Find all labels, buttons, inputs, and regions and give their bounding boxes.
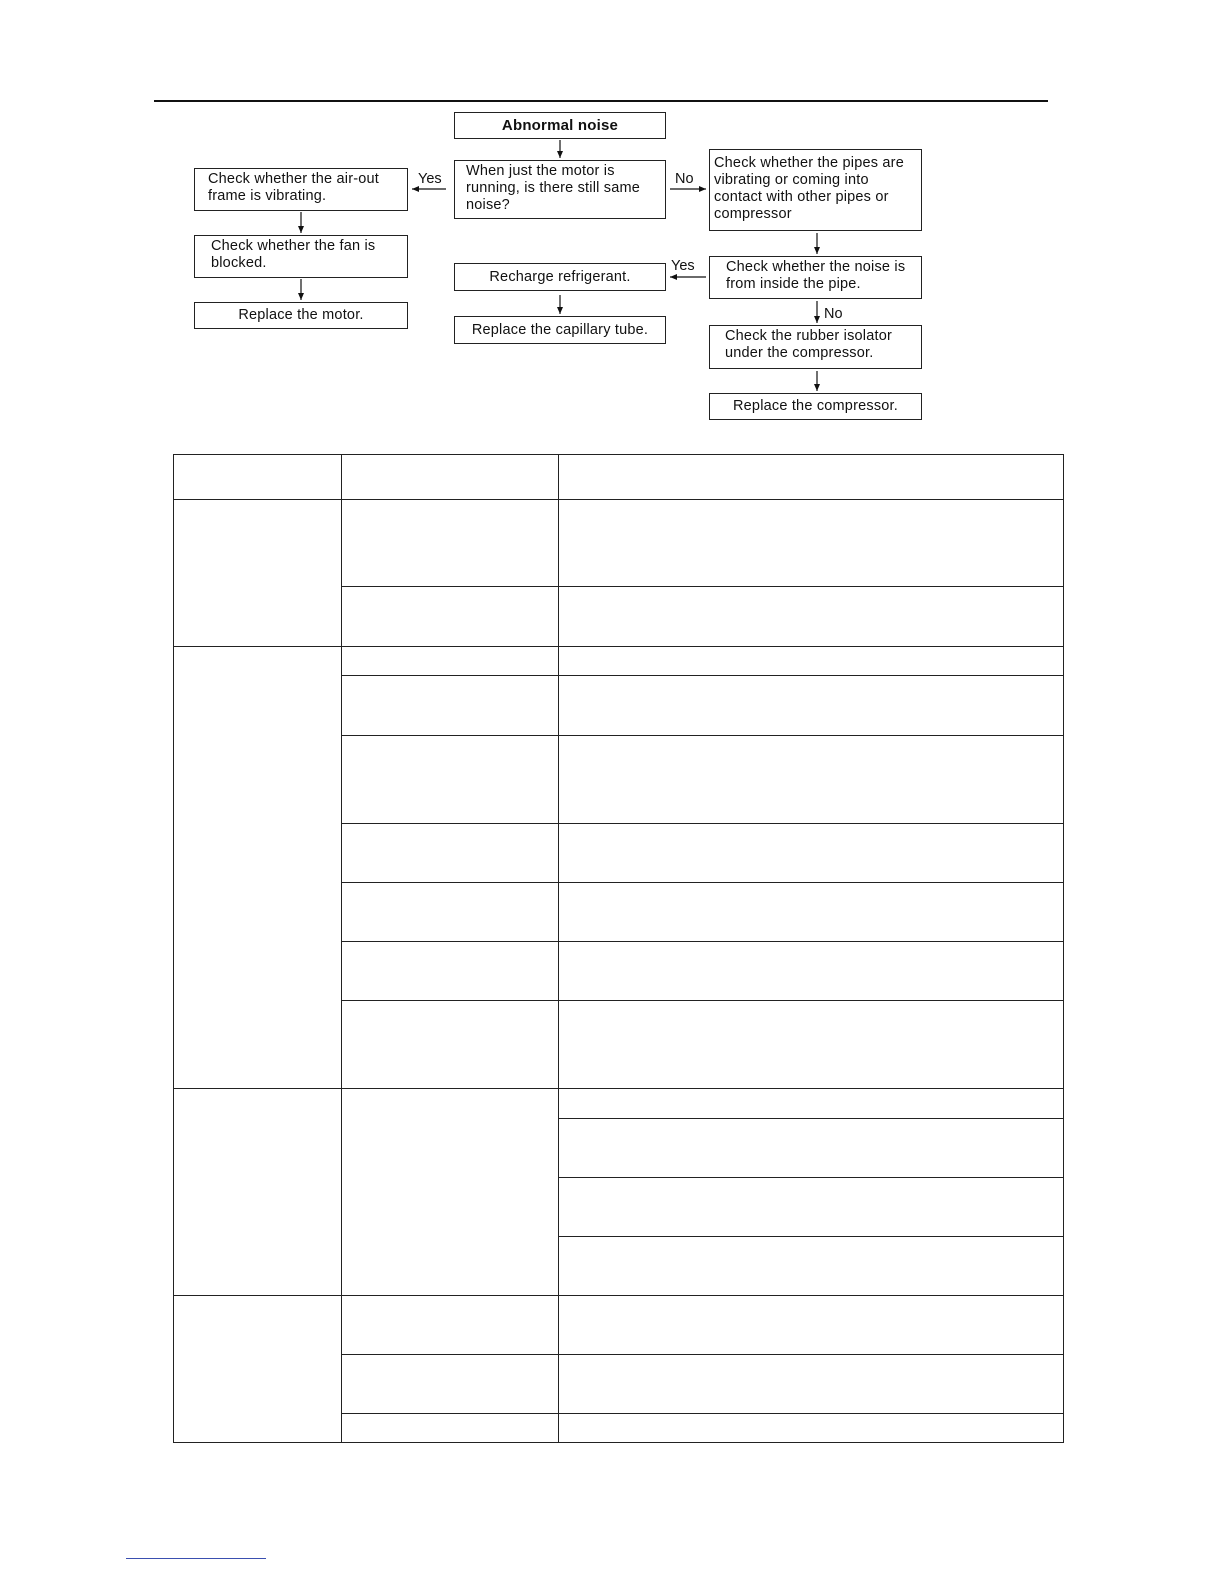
table-cell <box>342 883 559 942</box>
no-label-right: No <box>675 171 694 187</box>
table-cell <box>559 500 1064 587</box>
middle-step-recharge-refrigerant: Recharge refrigerant. <box>454 263 666 291</box>
table-cell <box>342 736 559 824</box>
table-cell <box>559 1355 1064 1414</box>
decision-motor-noise: When just the motor is running, is there still same noise? <box>454 160 666 219</box>
table-cell <box>559 1237 1064 1296</box>
left-step-air-out-frame: Check whether the air-out frame is vibrating. <box>194 168 408 211</box>
right-step-rubber-isolator: Check the rubber isolator under the compressor. <box>709 325 922 369</box>
table-cell <box>174 500 342 647</box>
middle-step-replace-capillary-tube: Replace the capillary tube. <box>454 316 666 344</box>
troubleshooting-table <box>173 454 1064 1443</box>
table-cell <box>559 647 1064 676</box>
table-cell <box>559 587 1064 647</box>
flowchart-connectors <box>0 0 1224 440</box>
table-cell <box>342 1001 559 1089</box>
table-cell <box>342 1296 559 1355</box>
table-cell <box>559 883 1064 942</box>
table-cell <box>342 824 559 883</box>
table-cell <box>559 1414 1064 1443</box>
table-cell <box>559 942 1064 1001</box>
table-cell <box>342 1414 559 1443</box>
table-cell <box>342 942 559 1001</box>
yes-label-middle: Yes <box>671 258 695 274</box>
table-cell <box>342 647 559 676</box>
table-cell <box>174 647 342 1089</box>
right-step-pipes-vibrating: Check whether the pipes are vibrating or coming into contact with other pipes or compressor <box>709 149 922 231</box>
table-row <box>174 1089 1064 1119</box>
table-cell <box>559 1001 1064 1089</box>
table-cell <box>342 1355 559 1414</box>
table-header-row <box>174 455 1064 500</box>
table-cell <box>342 1089 559 1296</box>
table-row <box>174 647 1064 676</box>
table-cell <box>559 455 1064 500</box>
table-cell <box>559 1089 1064 1119</box>
left-step-fan-blocked: Check whether the fan is blocked. <box>194 235 408 278</box>
table-cell <box>559 824 1064 883</box>
table-cell <box>174 455 342 500</box>
table-cell <box>174 1089 342 1296</box>
table-cell <box>342 500 559 587</box>
left-step-replace-motor: Replace the motor. <box>194 302 408 329</box>
right-step-noise-inside-pipe: Check whether the noise is from inside the pipe. <box>709 256 922 299</box>
table-cell <box>559 676 1064 736</box>
table-cell <box>559 1178 1064 1237</box>
footer-rule <box>126 1558 266 1559</box>
right-step-replace-compressor: Replace the compressor. <box>709 393 922 420</box>
table-cell <box>342 587 559 647</box>
yes-label-left: Yes <box>418 171 442 187</box>
no-label-lower: No <box>824 306 843 322</box>
table-cell <box>174 1296 342 1443</box>
table-cell <box>559 1119 1064 1178</box>
table-cell <box>559 1296 1064 1355</box>
table-row <box>174 500 1064 587</box>
start-node: Abnormal noise <box>454 112 666 139</box>
table-cell <box>559 736 1064 824</box>
table-cell <box>342 676 559 736</box>
table-row <box>174 1296 1064 1355</box>
table-cell <box>342 455 559 500</box>
